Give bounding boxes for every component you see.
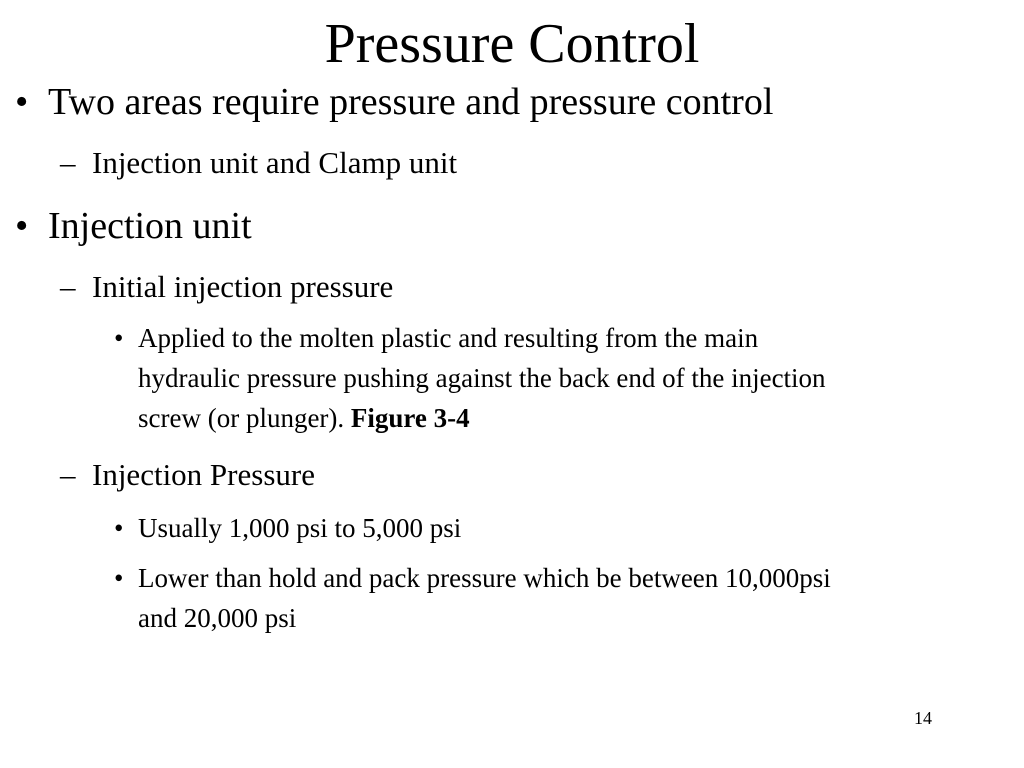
detail-bullet-lower-than (0, 558, 1024, 638)
bullet-text: Injection unit (48, 205, 252, 247)
bullet-marker: • (114, 513, 124, 543)
detail-text-line-2: and 20,000 psi (138, 603, 297, 633)
bullet-marker: • (114, 563, 124, 593)
detail-text-line-3 (138, 398, 470, 438)
bullet-text: Two areas require pressure and pressure control (48, 81, 774, 123)
detail-bullet-usually (0, 508, 1024, 548)
bullet-marker: • (114, 323, 124, 353)
detail-text-line-1: Lower than hold and pack pressure which be between 10,000psi (138, 563, 831, 593)
dash-marker: – (60, 269, 76, 304)
detail-text-line-1: Applied to the molten plastic and resulting from the main (138, 323, 759, 353)
detail-text: Usually 1,000 psi to 5,000 psi (138, 513, 462, 543)
sub-bullet-text: Injection unit and Clamp unit (92, 145, 458, 180)
sub-bullet-text: Initial injection pressure (92, 269, 394, 304)
detail-text-line-2: hydraulic pressure pushing against the back end of the injection (138, 363, 826, 393)
page-number: 14 (914, 708, 932, 728)
dash-marker: – (60, 457, 76, 492)
bullet-marker: • (15, 81, 29, 123)
bullet-marker: • (15, 205, 29, 247)
bullet-injection-unit (0, 204, 1024, 248)
detail-bullet-applied (0, 318, 1024, 438)
sub-bullet-text: Injection Pressure (92, 457, 315, 492)
dash-marker: – (60, 145, 76, 180)
sub-bullet-injection-pressure (0, 456, 1024, 494)
slide-title: Pressure Control (324, 13, 700, 75)
detail-text-plain: screw (or plunger). (138, 403, 351, 433)
bullet-two-areas (0, 80, 1024, 124)
sub-bullet-initial-injection-pressure (0, 268, 1024, 306)
sub-bullet-injection-and-clamp (0, 144, 1024, 182)
figure-reference: Figure 3-4 (350, 403, 470, 433)
